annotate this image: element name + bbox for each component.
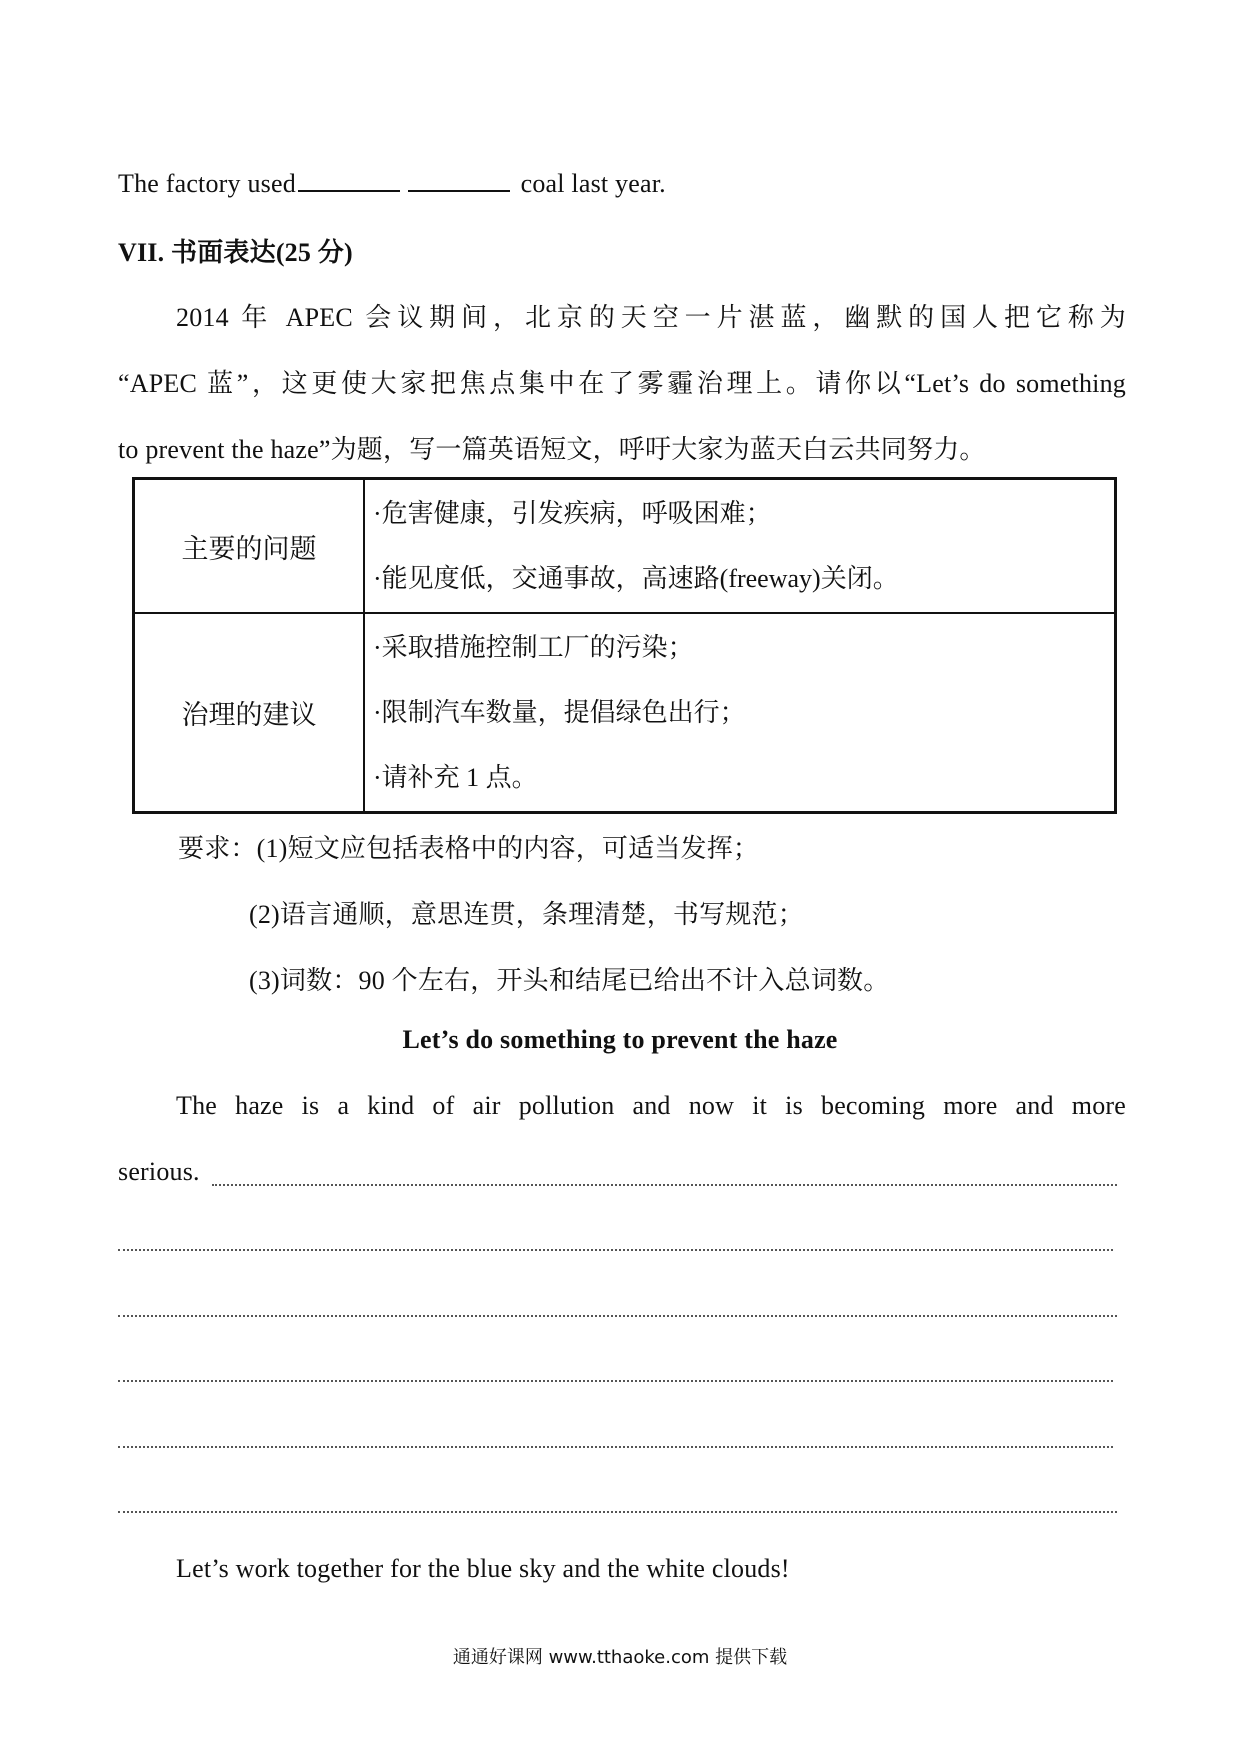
essay-opening-line-1: The haze is a kind of air pollution and now it is becoming more and more [176,1091,1126,1120]
essay-title: Let’s do something to prevent the haze [402,1025,838,1054]
writing-line[interactable] [118,1380,1113,1382]
list-item: ·危害健康，引发疾病，呼吸困难； [373,499,772,528]
requirement-2: (2)语言通顺，意思连贯，条理清楚，书写规范； [249,900,804,929]
table-row [134,613,1116,813]
requirement-1: 要求：(1)短文应包括表格中的内容，可适当发挥； [178,834,760,863]
sentence-end: coal last year. [513,169,666,198]
writing-line[interactable] [212,1184,1117,1186]
footer-credit: 通通好课网 www.tthaoke.com 提供下载 [452,1647,788,1668]
answer-blank-2[interactable] [408,166,510,192]
list-item: ·限制汽车数量，提倡绿色出行； [373,698,746,727]
section-heading: VII. 书面表达(25 分) [118,238,353,267]
requirement-3: (3)词数：90 个左右，开头和结尾已给出不计入总词数。 [249,966,890,995]
prompt-line-1: 2014 年 APEC 会议期间，北京的天空一片湛蓝，幽默的国人把它称为 [176,303,1126,332]
writing-line[interactable] [118,1446,1113,1448]
outline-table [132,477,1117,814]
row-label-problems: 主要的问题 [134,479,365,614]
list-item: ·采取措施控制工厂的污染； [373,633,694,662]
sentence-start: The factory used [118,169,296,198]
prompt-line-2: “APEC 蓝”，这更使大家把焦点集中在了雾霾治理上。请你以“Let’s do something [118,369,1126,398]
essay-closing: Let’s work together for the blue sky and the white clouds! [176,1554,790,1583]
row-content-suggestions [364,613,1116,813]
list-item: ·能见度低，交通事故，高速路(freeway)关闭。 [373,564,899,593]
row-content-problems [364,479,1116,614]
list-item: ·请补充 1 点。 [373,763,538,792]
row-label-suggestions: 治理的建议 [134,613,365,813]
fill-in-sentence [118,166,666,199]
writing-line[interactable] [118,1511,1117,1513]
table-row [134,479,1116,614]
prompt-line-3: to prevent the haze”为题，写一篇英语短文，呼吁大家为蓝天白云共同努力。 [118,435,986,464]
essay-opening-line-2: serious. [118,1157,200,1186]
writing-line[interactable] [118,1249,1113,1251]
writing-line[interactable] [118,1315,1117,1317]
answer-blank-1[interactable] [298,166,400,192]
